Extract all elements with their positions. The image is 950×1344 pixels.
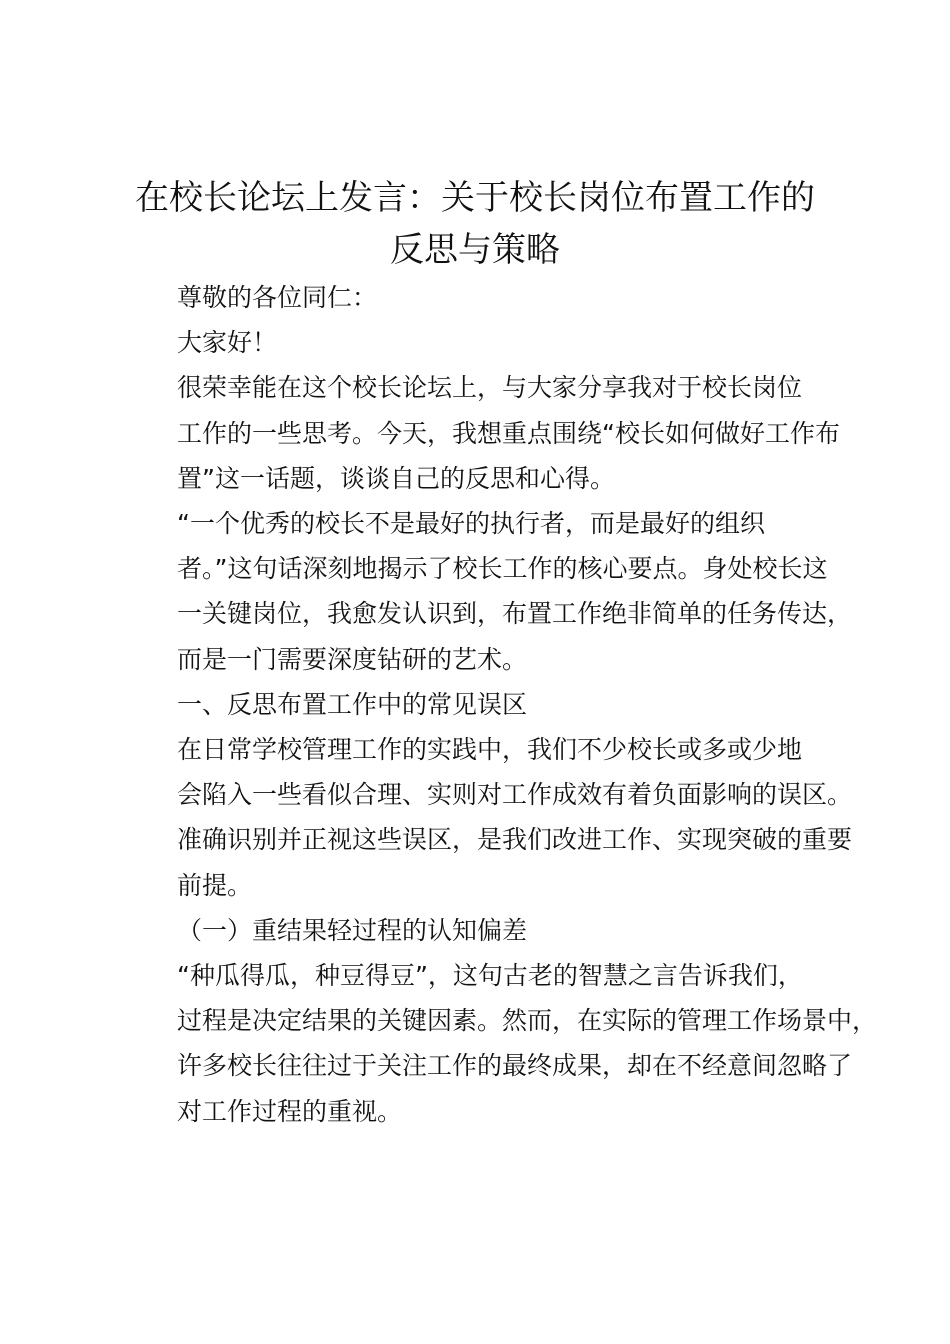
text-line: 尊敬的各位同仁：: [177, 283, 378, 312]
text-line: 一、反思布置工作中的常见误区: [177, 689, 528, 719]
text-line: “种瓜得瓜，种豆得豆”，这句古老的智慧之言告诉我们，: [177, 961, 803, 991]
text-line: 会陷入一些看似合理、实则对工作成效有着负面影响的误区。: [177, 780, 853, 810]
paragraph-intro: [127, 365, 839, 501]
text-line: 前提。: [177, 870, 253, 900]
paragraph-misconceptions: [127, 727, 853, 908]
title-line-2: 反思与策略: [390, 230, 560, 270]
section-heading-1: [127, 682, 839, 727]
document-title: [110, 172, 840, 276]
text-line: 过程是决定结果的关键因素。然而，在实际的管理工作场景中，: [177, 1006, 878, 1036]
text-line: 在日常学校管理工作的实践中，我们不少校长或多或少地: [177, 735, 803, 765]
text-line: 而是一门需要深度钻研的艺术。: [177, 644, 528, 674]
text-line: 大家好！: [177, 328, 278, 358]
subsection-heading-1: [127, 908, 839, 953]
paragraph-process: [127, 953, 878, 1134]
greeting: [127, 320, 839, 365]
paragraph-quote: [127, 501, 853, 682]
text-line: “一个优秀的校长不是最好的执行者，而是最好的组织: [177, 509, 765, 539]
text-line: 对工作过程的重视。: [177, 1096, 403, 1126]
text-line: 者。”这句话深刻地揭示了校长工作的核心要点。身处校长这: [177, 554, 828, 584]
salutation: [127, 275, 839, 320]
text-line: 很荣幸能在这个校长论坛上，与大家分享我对于校长岗位: [177, 373, 803, 403]
title-line-1: 在校长论坛上发言：关于校长岗位布置工作的: [135, 178, 815, 218]
text-line: 许多校长往往过于关注工作的最终成果，却在不经意间忽略了: [177, 1051, 853, 1081]
text-line: （一）重结果轻过程的认知偏差: [177, 915, 528, 945]
text-line: 置”这一话题，谈谈自己的反思和心得。: [177, 463, 615, 493]
text-line: 一关键岗位，我愈发认识到，布置工作绝非简单的任务传达，: [177, 599, 853, 629]
document-body: [127, 275, 878, 1134]
text-line: 准确识别并正视这些误区，是我们改进工作、实现突破的重要: [177, 825, 853, 855]
text-line: 工作的一些思考。今天，我想重点围绕“校长如何做好工作布: [177, 418, 840, 448]
